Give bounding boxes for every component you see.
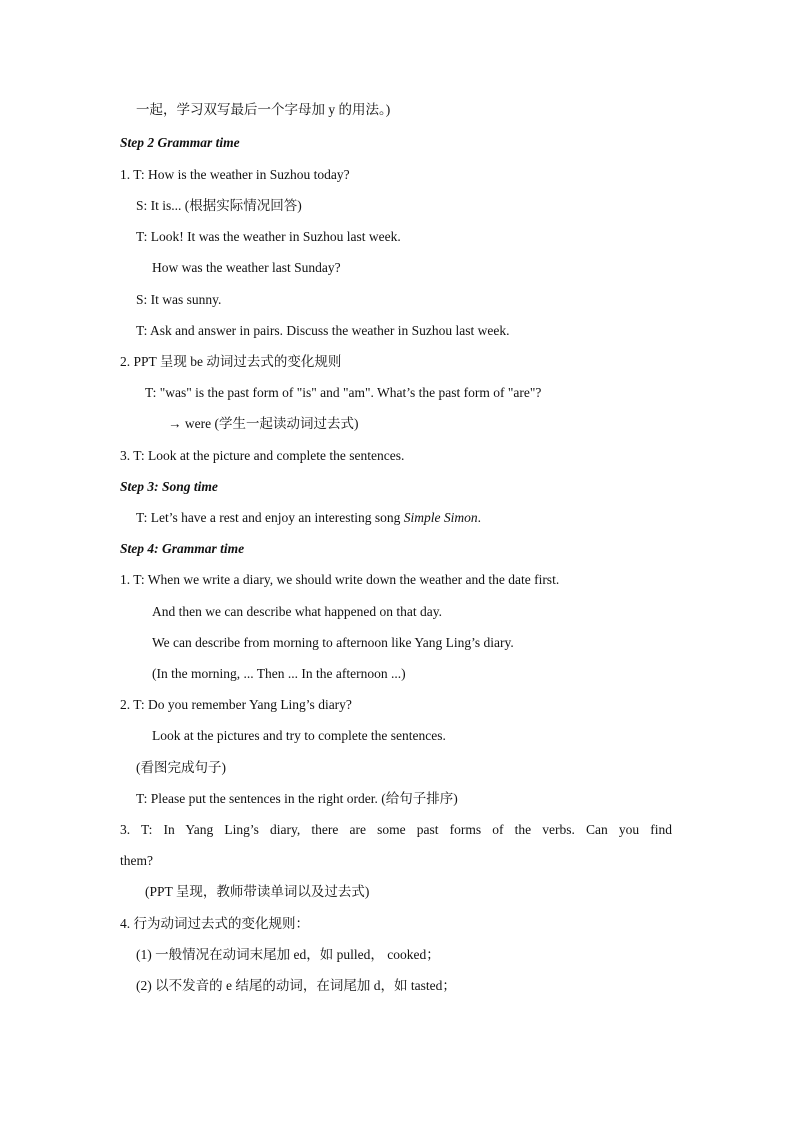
text-line: How was the weather last Sunday?: [152, 260, 341, 275]
text-line: 3. T: Look at the picture and complete the sentences.: [120, 448, 405, 463]
text-run: T: Let’s have a rest and enjoy an interesting song: [136, 510, 404, 525]
text-line: (In the morning, ... Then ... In the afternoon ...): [152, 666, 406, 681]
text-line: (看图完成句子): [136, 760, 226, 775]
text-line: 1. T: How is the weather in Suzhou today?: [120, 167, 350, 182]
text-line: 3. T: In Yang Ling’s diary, there are some past forms of the verbs. Can you find: [120, 822, 672, 837]
section-heading-step4: Step 4: Grammar time: [120, 541, 245, 556]
text-line: T: "was" is the past form of "is" and "am". What’s the past form of "are"?: [145, 385, 542, 400]
text-line: [136, 508, 481, 528]
text-line: S: It is... (根据实际情况回答): [136, 198, 302, 213]
section-heading-step3: Step 3: Song time: [120, 479, 218, 494]
text-line: 一起，学习双写最后一个字母加 y 的用法。): [136, 102, 391, 117]
text-line: 2. PPT 呈现 be 动词过去式的变化规则: [120, 354, 342, 369]
text-line: S: It was sunny.: [136, 292, 222, 307]
song-title: Simple Simon: [403, 510, 478, 525]
text-line: → were (学生一起读动词过去式): [168, 416, 359, 431]
text-line: We can describe from morning to afternoon like Yang Ling’s diary.: [152, 635, 514, 650]
text-line: Look at the pictures and try to complete the sentences.: [152, 728, 446, 743]
text-line: 1. T: When we write a diary, we should write down the weather and the date first.: [120, 572, 560, 587]
text-line: T: Ask and answer in pairs. Discuss the weather in Suzhou last week.: [136, 323, 510, 338]
text-line: (2) 以不发音的 e 结尾的动词，在词尾加 d，如 tasted；: [136, 978, 456, 993]
section-heading-step2: Step 2 Grammar time: [120, 135, 240, 150]
text-line: 4. 行为动词过去式的变化规则：: [120, 916, 309, 931]
text-line: And then we can describe what happened on that day.: [152, 604, 443, 619]
text-line: (1) 一般情况在动词末尾加 ed，如 pulled， cooked；: [136, 947, 440, 962]
text-line: (PPT 呈现，教师带读单词以及过去式): [145, 884, 370, 899]
text-line: 2. T: Do you remember Yang Ling’s diary?: [120, 697, 352, 712]
text-line: them?: [120, 853, 153, 868]
text-line: T: Please put the sentences in the right order. (给句子排序): [136, 791, 458, 806]
text-line: T: Look! It was the weather in Suzhou last week.: [136, 229, 401, 244]
text-run: .: [477, 510, 482, 525]
